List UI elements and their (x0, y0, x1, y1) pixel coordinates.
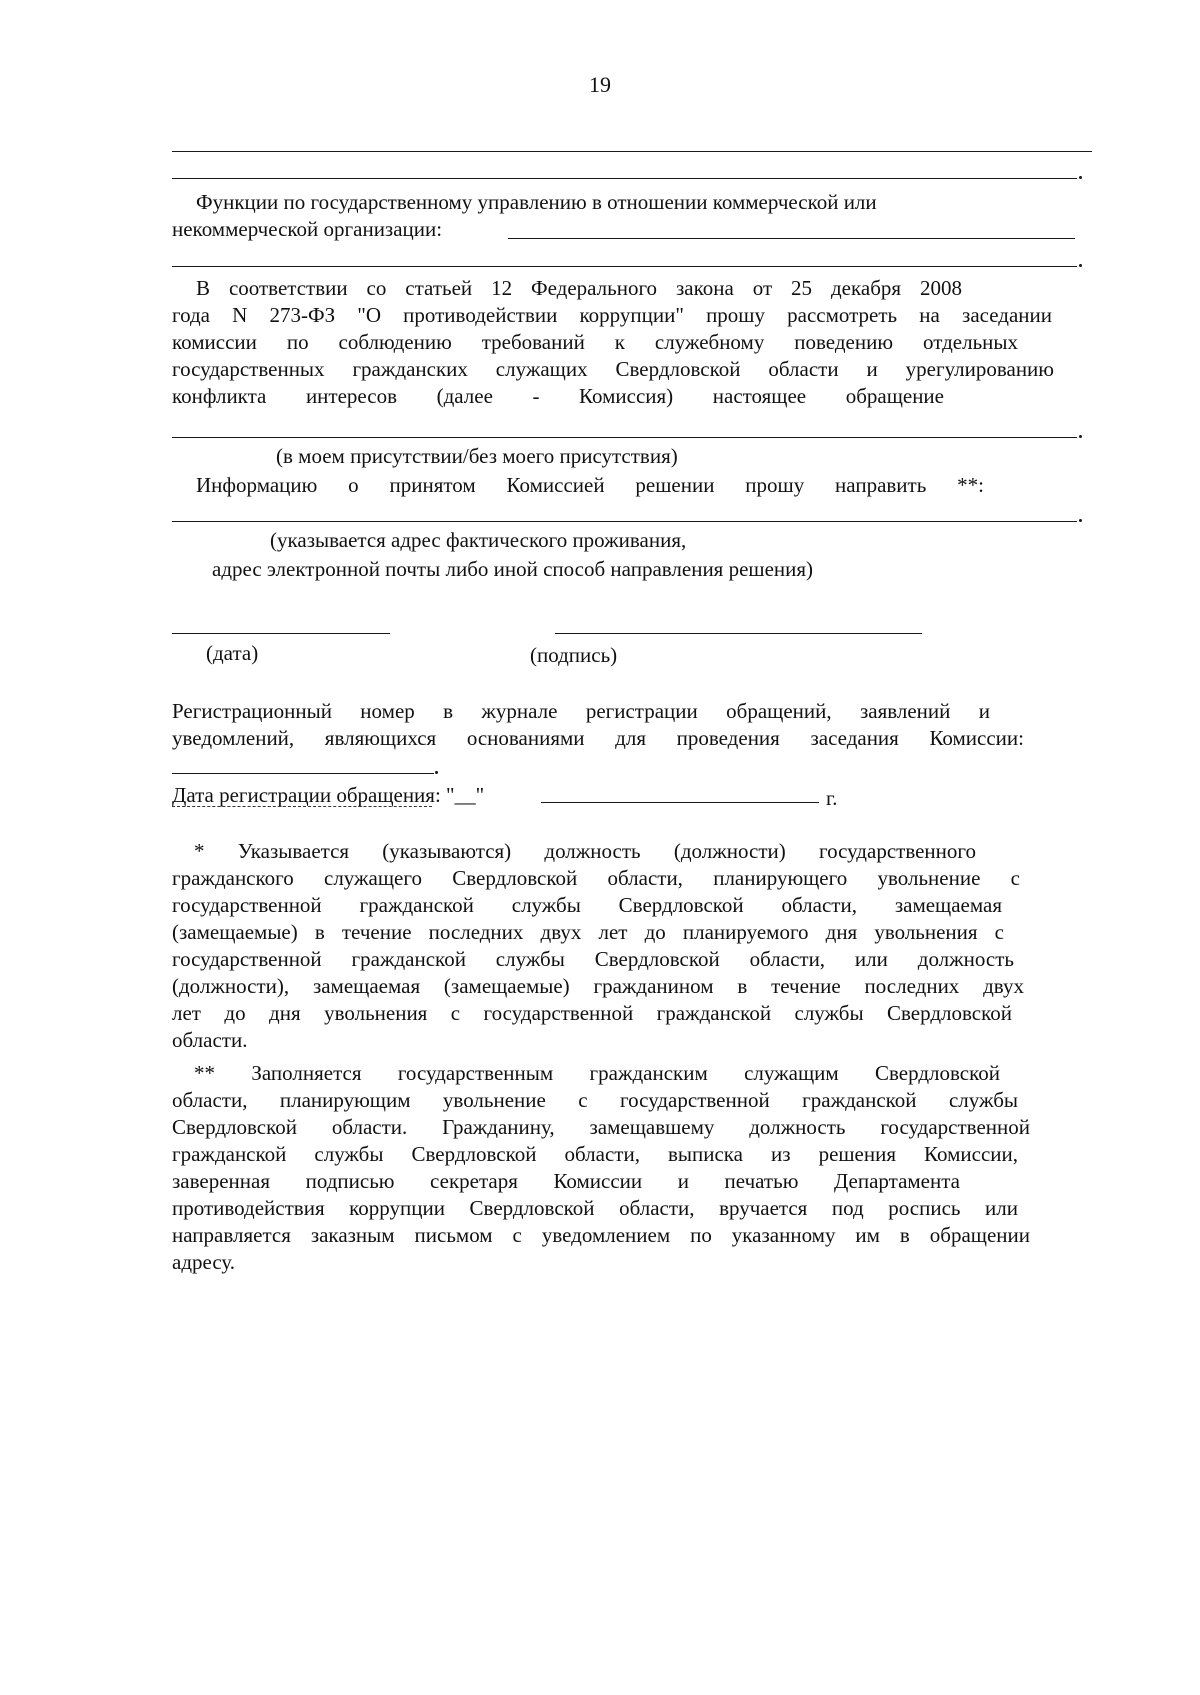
date-field[interactable] (172, 633, 390, 634)
request-line-2: года N 273-ФЗ "О противодействии коррупции" прошу рассмотреть на заседании (172, 303, 1052, 327)
functions-label: некоммерческой организации: (172, 217, 443, 241)
footnote-1-line-6: (должности), замещаемая (замещаемые) гражданином в течение последних двух (172, 974, 1024, 998)
info-line: Информацию о принятом Комиссией решении прошу направить **: (196, 473, 984, 497)
footnote-1-line-1: * Указывается (указываются) должность (должности) государственного (194, 839, 976, 863)
registration-date-label: Дата регистрации обращения: "__" (172, 783, 485, 807)
footnote-1-line-2: гражданского служащего Свердловской области, планирующего увольнение с (172, 866, 1020, 890)
registration-line-1: Регистрационный номер в журнале регистрации обращений, заявлений и (172, 699, 990, 723)
footnote-1-line-7: лет до дня увольнения с государственной гражданской службы Свердловской (172, 1001, 1012, 1025)
footnote-1-line-5: государственной гражданской службы Свердловской области, или должность (172, 947, 1014, 971)
period-mark (1079, 519, 1082, 522)
functions-line: Функции по государственному управлению в отношении коммерческой или (196, 190, 877, 214)
footnote-1-line-3: государственной гражданской службы Свердловской области, замещаемая (172, 893, 1002, 917)
signature-label: (подпись) (530, 643, 618, 667)
presence-hint: (в моем присутствии/без моего присутствия) (276, 444, 678, 468)
address-hint-2: адрес электронной почты либо иной способ направления решения) (212, 557, 814, 581)
signature-field[interactable] (555, 633, 922, 634)
page-number: 19 (589, 72, 611, 97)
request-line-5: конфликта интересов (далее - Комиссия) настоящее обращение (172, 384, 944, 408)
request-line-1: В соответствии со статьей 12 Федерального закона от 25 декабря 2008 (196, 276, 962, 300)
footnote-2-line-7: направляется заказным письмом с уведомлением по указанному им в обращении (172, 1223, 1030, 1247)
footnote-separator (172, 806, 432, 807)
period-mark (1079, 435, 1082, 438)
registration-line-2: уведомлений, являющихся основаниями для проведения заседания Комиссии: (172, 726, 1024, 750)
period-mark (435, 771, 438, 774)
period-mark (1079, 264, 1082, 267)
period-mark (1079, 176, 1082, 179)
footnote-2-line-1: ** Заполняется государственным гражданским служащим Свердловской (194, 1061, 1000, 1085)
footnote-2-line-3: Свердловской области. Гражданину, замещавшему должность государственной (172, 1115, 1030, 1139)
blank-line (172, 151, 1092, 152)
address-field[interactable] (172, 521, 1077, 522)
organization-field[interactable] (508, 238, 1075, 239)
year-suffix: г. (826, 786, 838, 810)
footnote-2-line-4: гражданской службы Свердловской области, выписка из решения Комиссии, (172, 1142, 1018, 1166)
registration-date-field[interactable] (541, 802, 819, 803)
registration-number-field[interactable] (172, 773, 434, 774)
request-line-3: комиссии по соблюдению требований к служебному поведению отдельных (172, 330, 1018, 354)
footnote-2-line-5: заверенная подписью секретаря Комиссии и печатью Департамента (172, 1169, 960, 1193)
request-line-4: государственных гражданских служащих Свердловской области и урегулированию (172, 357, 1054, 381)
date-label: (дата) (206, 641, 259, 665)
presence-field[interactable] (172, 437, 1077, 438)
footnote-2-line-2: области, планирующим увольнение с государственной гражданской службы (172, 1088, 1018, 1112)
blank-line (172, 178, 1077, 179)
blank-line (172, 266, 1077, 267)
footnote-2-line-8: адресу. (172, 1250, 236, 1274)
footnote-1-line-8: области. (172, 1028, 248, 1052)
footnote-2-line-6: противодействия коррупции Свердловской области, вручается под роспись или (172, 1196, 1018, 1220)
footnote-1-line-4: (замещаемые) в течение последних двух лет до планируемого дня увольнения с (172, 920, 1004, 944)
address-hint-1: (указывается адрес фактического проживания, (270, 528, 687, 552)
